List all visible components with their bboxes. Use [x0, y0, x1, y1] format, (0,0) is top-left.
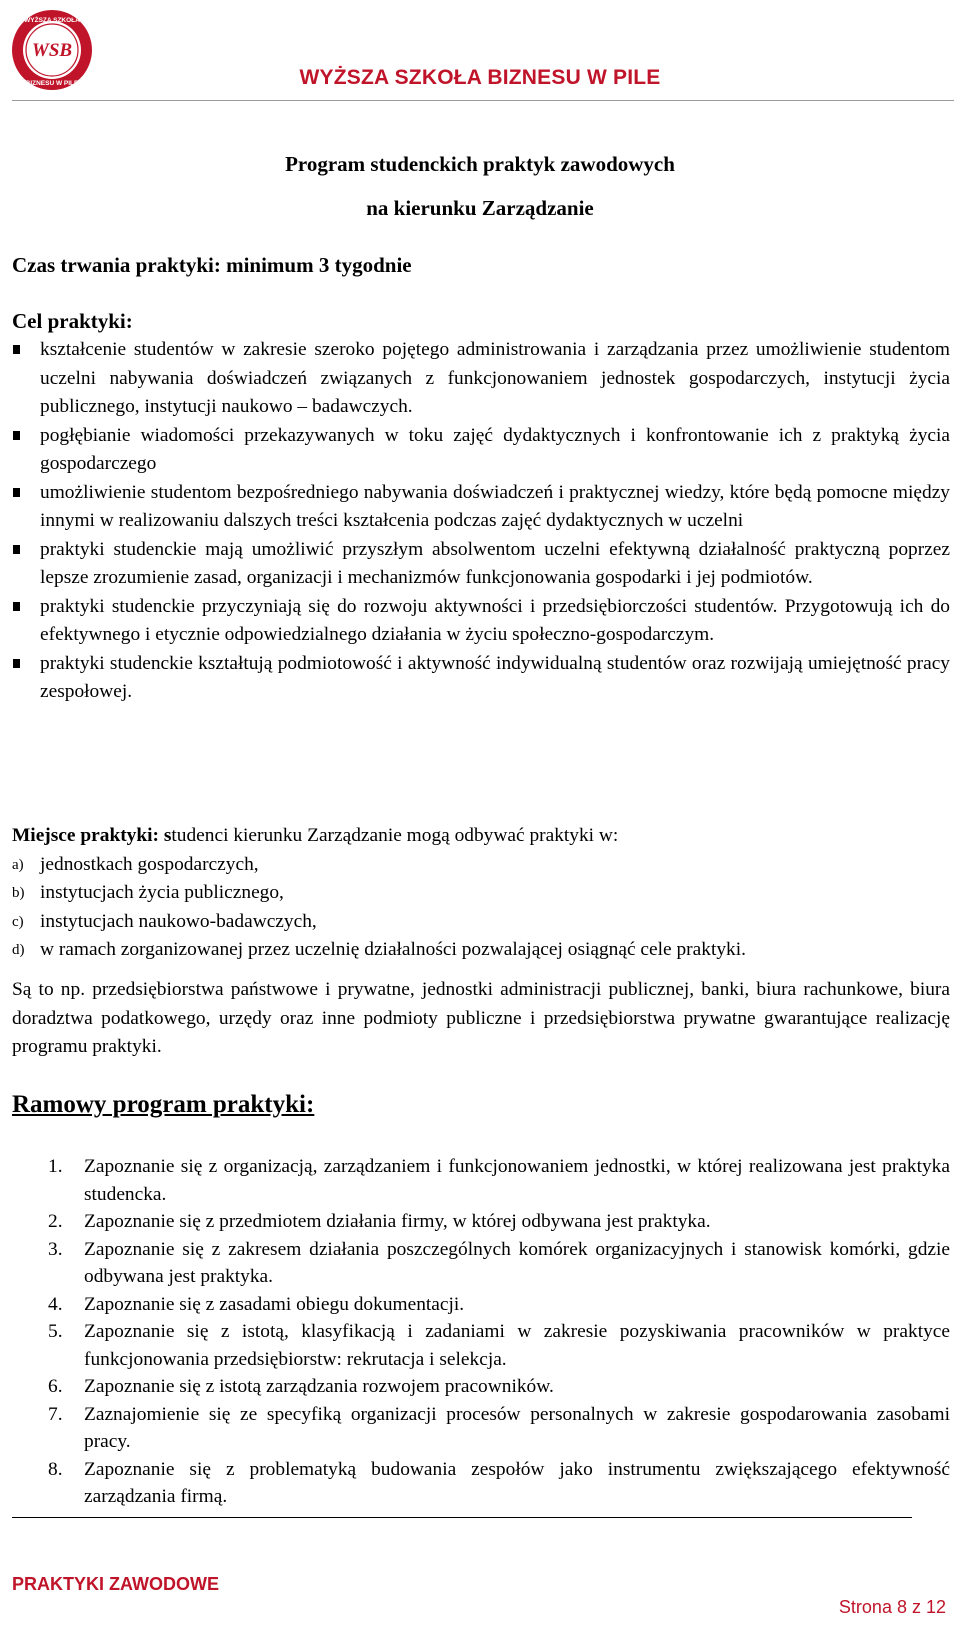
bullet-icon [13, 602, 20, 611]
place-intro: Miejsce praktyki: studenci kierunku Zarządzanie mogą odbywać praktyki w: [12, 825, 619, 846]
examples-paragraph: Są to np. przedsiębiorstwa państwowe i prywatne, jednostki administracji publicznej, banki, biura rachunkowe, biura doradztwa podatkowego, urzędy oraz inne podmioty publiczne i przedsiębiorstwa prywatne gwarantujące realizację programu praktyki. [12, 979, 950, 1057]
place-item: a) jednostkach gospodarczych, [12, 853, 259, 875]
goal-item: umożliwienie studentom bezpośredniego nabywania doświadczeń i praktycznej wiedzy, które będą pomocne między innymi w realizowaniu dalszych treści kształcenia podczas zajęć dydaktycznych w uczelni [12, 479, 950, 536]
place-section [12, 822, 952, 965]
program-step: 7. Zaznajomienie się ze specyfiką organizacji procesów personalnych w zakresie gospodarowania zasobami pracy. [48, 1403, 950, 1452]
goal-item: praktyki studenckie przyczyniają się do rozwoju aktywności i przedsiębiorczości studentów. Przygotowują ich do efektywnego i etycznie odpowiedzialnego działania w życiu społeczno-gospodarczym. [12, 593, 950, 650]
program-step: 2. Zapoznanie się z przedmiotem działania firmy, w której odbywana jest praktyka. [48, 1211, 711, 1232]
document-subtitle: na kierunku Zarządzanie [366, 196, 594, 220]
place-item: c) instytucjach naukowo-badawczych, [12, 910, 317, 932]
goal-item: pogłębianie wiadomości przekazywanych w toku zajęć dydaktycznych i konfrontowanie ich z praktyką życia gospodarczego [12, 422, 950, 479]
place-list [12, 851, 952, 965]
place-label: Miejsce praktyki: s [12, 825, 172, 846]
program-step: 6. Zapoznanie się z istotą zarządzania rozwojem pracowników. [48, 1376, 554, 1397]
svg-text:WYŻSZA SZKOŁA: WYŻSZA SZKOŁA [24, 17, 80, 24]
goal-item: kształcenie studentów w zakresie szeroko pojętego administrowania i zarządzania przez umożliwienie studentom uczelni nabywania doświadczeń związanych z funkcjonowaniem jednostek gospodarczych, instytucji życia publicznego, instytucji naukowo – badawczych. [12, 336, 950, 422]
bullet-icon [13, 431, 20, 440]
footer-divider [12, 1517, 912, 1518]
program-heading: Ramowy program praktyki: [12, 1091, 315, 1118]
school-name: WYŻSZA SZKOŁA BIZNESU W PILE [299, 66, 661, 89]
goals-heading: Cel praktyki: [12, 309, 133, 333]
place-item: b) instytucjach życia publicznego, [12, 882, 284, 903]
page-number: Strona 8 z 12 [838, 1597, 946, 1617]
footer-section-title: PRAKTYKI ZAWODOWE [12, 1574, 219, 1594]
bullet-icon [13, 545, 20, 554]
program-step: 5. Zapoznanie się z istotą, klasyfikacją i zadaniami w zakresie pozyskiwania pracowników w praktyce funkcjonowania przedsiębiorstw: rekrutacja i selekcja. [48, 1321, 950, 1370]
duration-line: Czas trwania praktyki: minimum 3 tygodnie [12, 253, 412, 277]
program-step: 1. Zapoznanie się z organizacją, zarządzaniem i funkcjonowaniem jednostki, w której realizowana jest praktyka studencka. [48, 1156, 950, 1205]
logo-text: WSB [31, 40, 73, 61]
goals-list [12, 336, 950, 707]
bullet-icon [13, 345, 20, 354]
program-step: 8. Zapoznanie się z problematyką budowania zespołów jako instrumentu zwiększającego efektywność zarządzania firmą. [48, 1458, 950, 1507]
place-item: d) w ramach zorganizowanej przez uczelnię działalności pozwalającej osiągnąć cele praktyki. [12, 939, 746, 960]
program-step: 3. Zapoznanie się z zakresem działania poszczególnych komórek organizacyjnych i stanowisk komórki, gdzie odbywana jest praktyka. [48, 1238, 950, 1287]
bullet-icon [13, 488, 20, 497]
program-step: 4. Zapoznanie się z zasadami obiegu dokumentacji. [48, 1293, 465, 1315]
header-divider [12, 100, 954, 101]
goal-item: praktyki studenckie mają umożliwić przyszłym absolwentom uczelni efektywną działalność praktyczną poprzez lepsze zrozumienie zasad, organizacji i mechanizmów funkcjonowania gospodarki i jej podmiotów. [12, 536, 950, 593]
program-list [48, 1153, 950, 1511]
svg-text:BIZNESU W PILE: BIZNESU W PILE [25, 80, 79, 87]
bullet-icon [13, 659, 20, 668]
goal-item: praktyki studenckie kształtują podmiotowość i aktywność indywidualną studentów oraz rozwijają umiejętność pracy zespołowej. [12, 650, 950, 707]
document-title: Program studenckich praktyk zawodowych [285, 152, 675, 176]
